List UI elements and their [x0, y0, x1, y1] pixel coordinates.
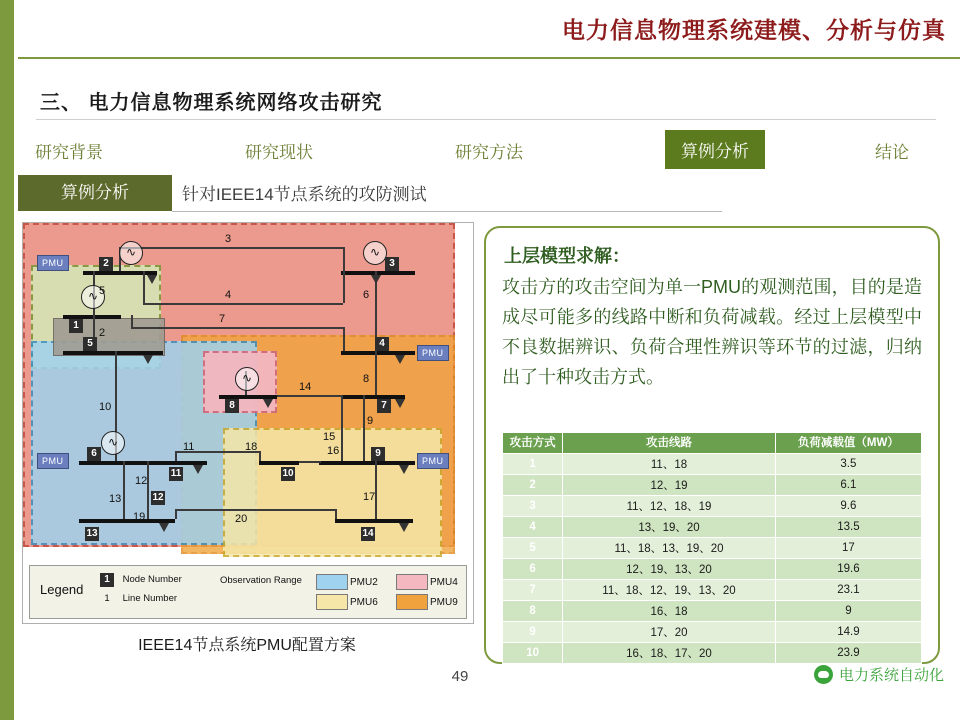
line-label-12: 12	[135, 475, 148, 487]
row-value: 14.9	[775, 622, 921, 643]
row-index: 8	[503, 601, 563, 622]
line-label-2: 2	[99, 327, 106, 339]
pmu-tag-2: PMU	[37, 255, 69, 271]
row-index: 10	[503, 643, 563, 664]
row-value: 19.6	[775, 559, 921, 580]
line-7-drop-left	[131, 315, 133, 329]
line-label-3: 3	[225, 233, 232, 245]
row-lines: 12、19	[563, 475, 776, 496]
wechat-icon	[814, 665, 833, 684]
line-label-4: 4	[225, 289, 232, 301]
generator-2-icon: ∿	[119, 241, 143, 265]
load-arrow-9	[399, 465, 409, 474]
tab-research-background[interactable]: 研究背景	[35, 143, 103, 162]
row-index: 5	[503, 538, 563, 559]
row-lines: 16、18、17、20	[563, 643, 776, 664]
row-lines: 11、18、12、19、13、20	[563, 580, 776, 601]
line-15-wire	[341, 395, 343, 461]
line-label-13: 13	[109, 493, 122, 505]
row-value: 9	[775, 601, 921, 622]
table-row	[503, 643, 922, 664]
line-label-11: 11	[183, 441, 195, 453]
legend-swatch-pmu4	[396, 574, 428, 590]
row-lines: 13、19、20	[563, 517, 776, 538]
legend	[29, 565, 467, 619]
nav-bar	[30, 130, 950, 170]
header-divider	[18, 57, 960, 59]
row-value: 3.5	[775, 454, 921, 475]
legend-node-label: Node Number	[122, 574, 182, 585]
node-badge-12: 12	[152, 492, 164, 503]
legend-swatch-pmu6	[316, 594, 348, 610]
node-badge-13: 13	[86, 528, 98, 539]
line-7-drop-right	[343, 327, 345, 351]
generator-1-icon: ∿	[81, 285, 105, 309]
legend-node-badge: 1	[100, 573, 114, 587]
line-label-19: 19	[133, 511, 146, 523]
line-20-drop-right	[335, 509, 337, 519]
legend-line-badge: 1	[104, 593, 110, 604]
panel-title: 上层模型求解：	[504, 246, 630, 266]
line-4-drop-left	[143, 271, 145, 303]
line-label-20: 20	[235, 513, 248, 525]
row-index: 2	[503, 475, 563, 496]
legend-swatch-label-pmu2: PMU2	[350, 577, 378, 588]
page-title: 三、 电力信息物理系统网络攻击研究	[40, 92, 383, 114]
node-badge-7: 7	[377, 399, 391, 413]
load-arrow-14	[399, 523, 409, 532]
line-label-16: 16	[327, 445, 340, 457]
row-lines: 11、12、18、19	[563, 496, 776, 517]
row-index: 1	[503, 454, 563, 475]
load-arrow-5	[143, 355, 153, 364]
line-label-17: 17	[363, 491, 376, 503]
load-arrow-13	[159, 523, 169, 532]
legend-swatch-pmu2	[316, 574, 348, 590]
line-18-drop	[175, 451, 177, 461]
subtitle-text: 针对IEEE14节点系统的攻防测试	[182, 185, 427, 204]
row-index: 4	[503, 517, 563, 538]
row-lines: 17、20	[563, 622, 776, 643]
line-label-10: 10	[99, 401, 112, 413]
line-label-9: 9	[367, 415, 374, 427]
legend-observation-range-label: Observation Range	[220, 575, 302, 586]
node-badge-14: 14	[362, 528, 374, 539]
line-9-wire	[363, 395, 365, 461]
bus-6	[79, 461, 207, 465]
node-badge-11: 11	[170, 468, 182, 479]
generator-8-icon: ∿	[235, 367, 259, 391]
node-badge-9: 9	[371, 447, 385, 461]
line-3-wire	[119, 247, 343, 249]
row-index: 9	[503, 622, 563, 643]
line-18-drop-2	[259, 451, 261, 461]
line-19-wire	[147, 485, 149, 519]
subtitle-divider	[172, 211, 722, 212]
left-accent-bar-gap	[14, 0, 18, 720]
line-label-7: 7	[219, 313, 226, 325]
line-16-wire	[299, 461, 321, 463]
line-7-wire	[131, 327, 343, 329]
line-label-5: 5	[99, 285, 106, 297]
tab-conclusion[interactable]: 结论	[875, 143, 909, 162]
table-row	[503, 517, 922, 538]
line-3-drop-right	[343, 247, 345, 271]
table-header-mode: 攻击方式	[503, 433, 563, 454]
legend-line-entry	[100, 593, 177, 604]
load-arrow-2	[147, 275, 157, 284]
line-label-15: 15	[323, 431, 336, 443]
row-value: 6.1	[775, 475, 921, 496]
legend-swatch-label-pmu6: PMU6	[350, 597, 378, 608]
tab-research-method[interactable]: 研究方法	[455, 143, 523, 162]
table-row	[503, 559, 922, 580]
load-arrow-8	[263, 399, 273, 408]
bus-10	[259, 461, 299, 465]
legend-line-label: Line Number	[122, 593, 178, 604]
table-row	[503, 622, 922, 643]
row-value: 9.6	[775, 496, 921, 517]
line-20-wire	[175, 509, 335, 511]
node-badge-10: 10	[282, 468, 294, 479]
ieee14-diagram	[22, 222, 474, 624]
load-arrow-3	[371, 275, 381, 284]
table-row	[503, 496, 922, 517]
page-number: 49	[451, 668, 469, 685]
table-row	[503, 580, 922, 601]
generator-3-icon: ∿	[363, 241, 387, 265]
table-header-shed: 负荷减载值（MW）	[775, 433, 921, 454]
node-badge-8: 8	[225, 399, 239, 413]
row-value: 13.5	[775, 517, 921, 538]
row-lines: 12、19、13、20	[563, 559, 776, 580]
header-title: 电力信息物理系统建模、分析与仿真	[562, 17, 946, 43]
wechat-label: 电力系统自动化	[838, 667, 944, 684]
line-8-wire	[375, 351, 377, 395]
node-badge-5: 5	[83, 337, 97, 351]
load-arrow-7	[395, 399, 405, 408]
row-lines: 16、18	[563, 601, 776, 622]
row-value: 23.9	[775, 643, 921, 664]
panel-body: 攻击方的攻击空间为单一PMU的观测范围，目的是造成尽可能多的线路中断和负荷减载。经过上层模型中不良数据辨识、负荷合理性辨识等环节的过滤，归纳出了十种攻击方式。	[502, 277, 922, 387]
table-header-lines: 攻击线路	[563, 433, 776, 454]
legend-title: Legend	[40, 582, 84, 597]
node-badge-1: 1	[69, 319, 83, 333]
row-lines: 11、18、13、19、20	[563, 538, 776, 559]
legend-swatch-pmu9	[396, 594, 428, 610]
generator-6-icon: ∿	[101, 431, 125, 455]
line-4-drop-right	[343, 271, 345, 303]
load-arrow-6	[193, 465, 203, 474]
load-arrow-4	[395, 355, 405, 364]
row-index: 3	[503, 496, 563, 517]
table-row	[503, 538, 922, 559]
line-4-wire	[143, 303, 343, 305]
header	[18, 0, 960, 57]
pmu-tag-9: PMU	[417, 453, 449, 469]
table-row	[503, 475, 922, 496]
legend-node-entry	[100, 573, 182, 587]
section-divider	[36, 119, 936, 120]
subtitle-tab	[18, 175, 172, 211]
line-13-wire	[123, 461, 125, 519]
line-label-8: 8	[363, 373, 370, 385]
attack-table	[502, 432, 922, 664]
line-20-drop-left	[175, 509, 177, 519]
node-badge-3: 3	[385, 257, 399, 271]
line-label-18: 18	[245, 441, 258, 453]
node-badge-2: 2	[99, 257, 113, 271]
pmu-tag-4: PMU	[417, 345, 449, 361]
node-badge-6: 6	[87, 447, 101, 461]
legend-swatch-label-pmu4: PMU4	[430, 577, 458, 588]
line-14-wire	[277, 395, 341, 397]
table-header-row	[503, 433, 922, 454]
row-value: 23.1	[775, 580, 921, 601]
line-label-14: 14	[299, 381, 312, 393]
row-lines: 11、18	[563, 454, 776, 475]
figure-caption: IEEE14节点系统PMU配置方案	[138, 637, 356, 654]
left-accent-bar	[0, 0, 14, 720]
wechat-credit	[814, 664, 944, 685]
row-index: 6	[503, 559, 563, 580]
node-badge-4: 4	[375, 337, 389, 351]
table-row	[503, 601, 922, 622]
line-label-6: 6	[363, 289, 370, 301]
pmu-tag-6: PMU	[37, 453, 69, 469]
subtitle-tab-label: 算例分析	[61, 183, 129, 202]
table-row	[503, 454, 922, 475]
tab-case-analysis[interactable]: 算例分析	[665, 130, 765, 169]
legend-swatch-label-pmu9: PMU9	[430, 597, 458, 608]
row-value: 17	[775, 538, 921, 559]
line-17-wire	[375, 461, 377, 519]
tab-research-status[interactable]: 研究现状	[245, 143, 313, 162]
row-index: 7	[503, 580, 563, 601]
explanation-panel	[484, 226, 940, 664]
